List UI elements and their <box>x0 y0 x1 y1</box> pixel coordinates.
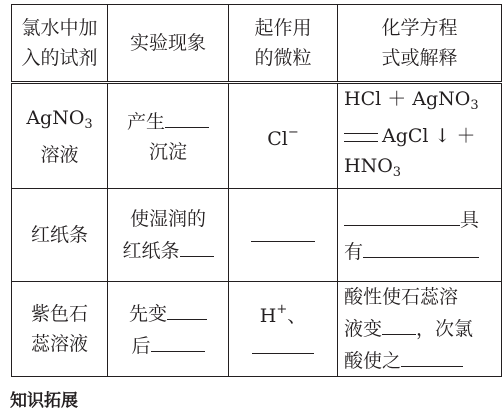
header-phenomenon-text: 实验现象 <box>129 32 206 54</box>
litmus-then-blank[interactable] <box>151 329 205 352</box>
paper-phenomenon-line2-text: 红纸条 <box>122 240 180 262</box>
litmus-particle-sup: + <box>276 302 288 317</box>
litmus-color-blank[interactable] <box>382 312 416 335</box>
agno3-phenomenon-line1 <box>108 105 228 137</box>
header-equation <box>338 5 502 83</box>
header-particle <box>229 5 338 83</box>
cell-reagent-litmus <box>12 282 108 377</box>
litmus-explain-line1: 酸性使石蕊溶 <box>344 286 459 308</box>
header-reagent-line1: 氯水中加 <box>21 17 98 39</box>
header-equation-line1: 化学方程 <box>381 17 458 39</box>
litmus-particle-line1 <box>229 295 337 331</box>
agno3-eq-line2-text: AgCl ↓ ＋ <box>382 125 476 147</box>
agno3-eq-line3-text: HNO <box>344 155 393 177</box>
agno3-particle-sup: − <box>287 125 299 140</box>
cell-explain-litmus <box>338 282 502 377</box>
cell-particle-agno3 <box>229 83 338 189</box>
table-row-paper <box>12 189 502 282</box>
paper-explain-line1 <box>344 203 501 235</box>
agno3-solution-label: 溶液 <box>40 143 79 166</box>
litmus-particle-line2 <box>229 331 337 363</box>
litmus-explain-line2 <box>344 312 501 344</box>
cell-equation-agno3 <box>338 83 502 189</box>
agno3-eq-line3 <box>344 151 501 188</box>
paper-reagent: 红纸条 <box>30 224 88 246</box>
table-row-agno3 <box>12 83 502 189</box>
litmus-fade-blank[interactable] <box>401 344 463 367</box>
paper-explain-blank1[interactable] <box>344 203 460 226</box>
paper-particle-blank[interactable] <box>251 219 315 242</box>
agno3-eq-line1-text: HCl ＋ AgNO <box>344 88 471 110</box>
equals-sign-icon <box>344 133 378 142</box>
header-particle-line2: 的微粒 <box>254 47 312 69</box>
paper-explain-line2 <box>344 235 501 267</box>
cell-explain-paper <box>338 189 502 282</box>
litmus-explain-line3 <box>344 344 501 376</box>
litmus-phenomenon-line1 <box>108 297 228 329</box>
paper-explain-prefix: 有 <box>344 241 364 263</box>
litmus-explain-line2-prefix: 液变 <box>344 318 383 340</box>
litmus-particle-sep: 、 <box>287 305 307 327</box>
cell-phenomenon-paper <box>108 189 229 282</box>
header-reagent <box>12 5 108 83</box>
cell-phenomenon-litmus <box>108 282 229 377</box>
paper-explain-suffix: 具 <box>460 209 480 231</box>
knowledge-extension-heading: 知识拓展 <box>10 391 78 411</box>
paper-explain-blank2[interactable] <box>363 235 479 258</box>
chlorine-water-table <box>11 4 502 377</box>
cell-phenomenon-agno3 <box>108 83 229 189</box>
header-reagent-line2: 入的试剂 <box>21 47 98 69</box>
cell-particle-litmus <box>229 282 338 377</box>
agno3-particle: Cl <box>267 128 288 150</box>
agno3-eq-line3-sub: 3 <box>392 165 402 180</box>
header-equation-line2: 式或解释 <box>381 47 458 69</box>
header-particle-line1: 起作用 <box>254 17 312 39</box>
agno3-eq-line2 <box>344 121 501 151</box>
paper-phenomenon-blank[interactable] <box>180 234 214 257</box>
table-row-litmus <box>12 282 502 377</box>
litmus-particle: H <box>259 305 277 327</box>
cell-particle-paper <box>229 189 338 282</box>
litmus-reagent-line2: 蕊溶液 <box>30 333 88 355</box>
litmus-reagent-line1: 紫色石 <box>30 303 88 325</box>
agno3-formula-main: AgNO <box>26 106 85 129</box>
paper-phenomenon-line2 <box>108 234 228 266</box>
agno3-precipitate-blank[interactable] <box>165 105 209 128</box>
litmus-explain-line2-suffix: ，次氯 <box>416 318 474 340</box>
litmus-phenomenon-line2 <box>108 329 228 361</box>
agno3-formula <box>12 103 107 140</box>
agno3-formula-sub: 3 <box>84 116 93 132</box>
litmus-phenomenon-line1-text: 先变 <box>128 303 167 325</box>
litmus-explain-line3-prefix: 酸使之 <box>344 350 402 372</box>
agno3-eq-line1 <box>344 84 501 121</box>
litmus-particle-blank[interactable] <box>252 331 314 354</box>
cell-reagent-paper <box>12 189 108 282</box>
table-header-row <box>12 5 502 83</box>
paper-phenomenon-line1: 使湿润的 <box>129 208 206 230</box>
agno3-eq-line1-sub: 3 <box>470 98 479 113</box>
litmus-first-color-blank[interactable] <box>167 297 207 320</box>
agno3-phenomenon-line2: 沉淀 <box>148 141 187 163</box>
litmus-phenomenon-line2-text: 后 <box>131 335 151 357</box>
cell-reagent-agno3 <box>12 83 108 189</box>
header-phenomenon <box>108 5 229 83</box>
agno3-phenomenon-prefix: 产生 <box>126 111 165 133</box>
